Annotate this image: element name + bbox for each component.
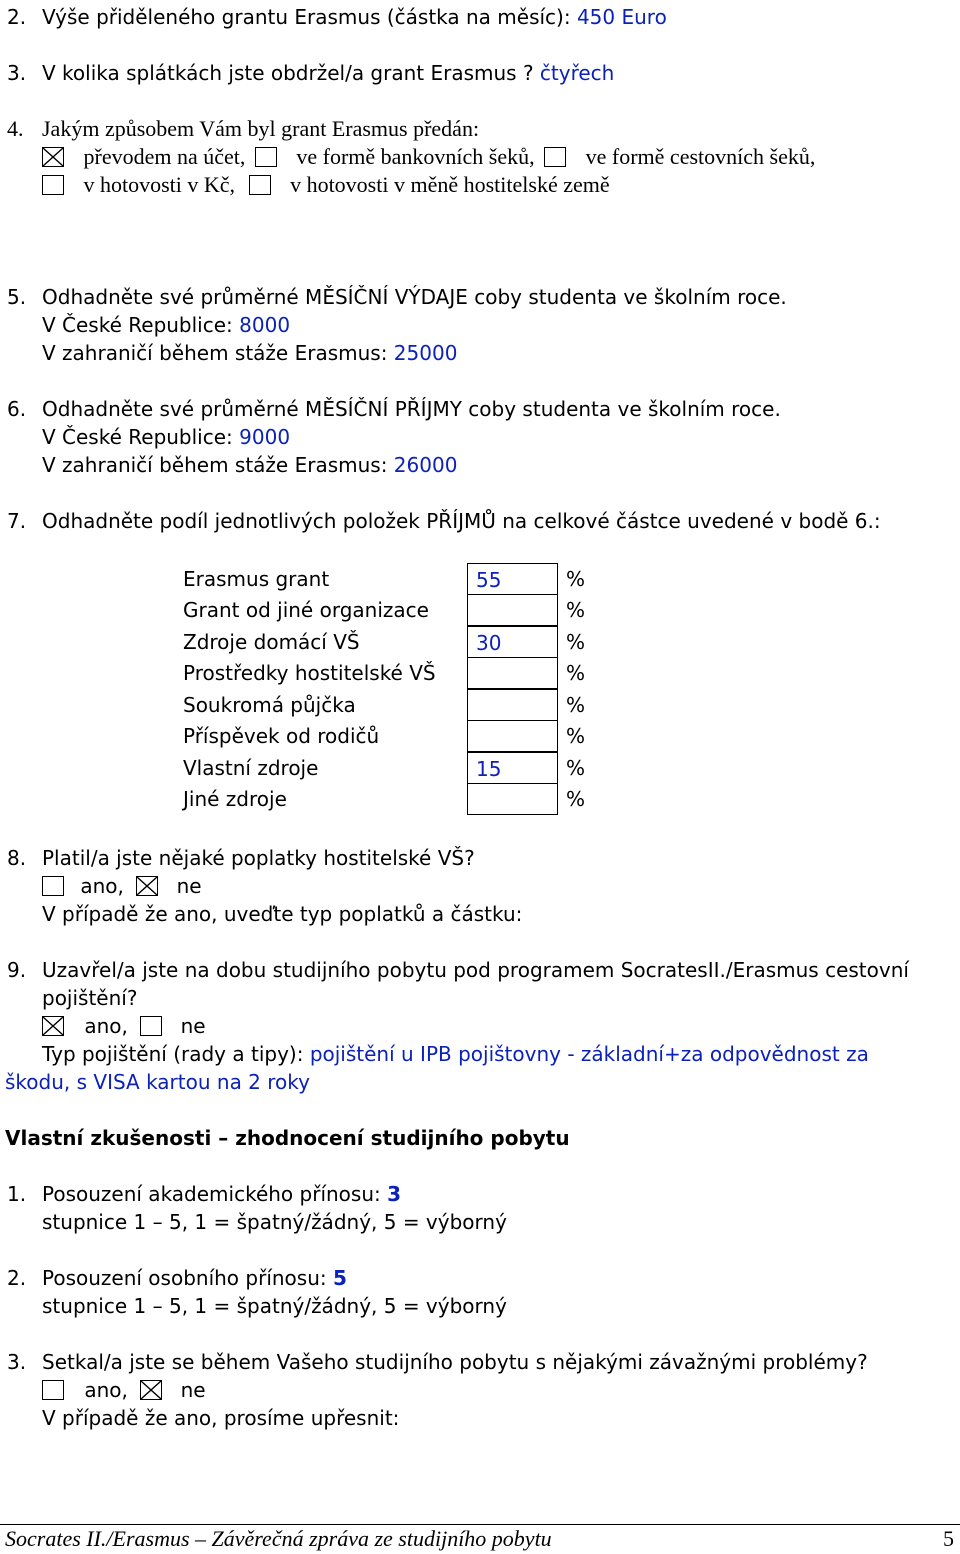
q5-home-label: V České Republice:	[42, 313, 240, 337]
q2-text: Výše přiděleného grantu Erasmus (částka na měsíc):	[42, 5, 577, 29]
s3-no-checkbox[interactable]	[140, 1380, 162, 1400]
q9-answers	[42, 1012, 206, 1040]
row-input[interactable]	[467, 689, 558, 721]
s1-answer: 3	[387, 1182, 402, 1206]
percent-sign: %	[566, 724, 586, 748]
page-number: 5	[943, 1526, 954, 1551]
q8-no-checkbox[interactable]	[136, 876, 158, 896]
q8-text: Platil/a jste nějaké poplatky hostitelské VŠ?	[42, 846, 475, 870]
s3-yes-label: ano,	[84, 1378, 128, 1402]
s2-text: Posouzení osobního přínosu:	[42, 1266, 333, 1290]
percent-sign: %	[566, 598, 586, 622]
q8-yes-checkbox[interactable]	[42, 876, 64, 896]
row-label: Erasmus grant	[183, 567, 330, 591]
q4-text: Jakým způsobem Vám byl grant Erasmus předán:	[42, 116, 480, 141]
q4-option-5-checkbox[interactable]	[249, 175, 271, 195]
row-label: Příspěvek od rodičů	[183, 724, 380, 748]
q4-option-2-label: ve formě bankovních šeků,	[296, 144, 535, 169]
q5-abroad-value: 25000	[393, 341, 458, 365]
q3-text: V kolika splátkách jste obdržel/a grant Erasmus ?	[42, 61, 540, 85]
q9-type-label: Typ pojištění (rady a tipy):	[42, 1042, 310, 1066]
q8-number: 8.	[7, 846, 27, 870]
row-input[interactable]	[467, 783, 558, 815]
checkmark-x-icon	[140, 1380, 162, 1400]
q4-option-1-checkbox[interactable]	[42, 147, 64, 167]
section-title: Vlastní zkušenosti – zhodnocení studijního pobytu	[5, 1126, 570, 1150]
s2-answer: 5	[332, 1266, 347, 1290]
percent-sign: %	[566, 630, 586, 654]
q4-option-3-checkbox[interactable]	[544, 147, 566, 167]
s3-number: 3.	[7, 1350, 27, 1374]
q4-option-1-label: převodem na účet,	[83, 144, 246, 169]
q7-text: Odhadněte podíl jednotlivých položek PŘÍJMŮ na celkové částce uvedené v bodě 6.:	[42, 509, 881, 533]
row-label: Prostředky hostitelské VŠ	[183, 661, 436, 685]
q4-option-2-checkbox[interactable]	[255, 147, 277, 167]
q2-number: 2.	[7, 5, 27, 29]
s1-text: Posouzení akademického přínosu:	[42, 1182, 388, 1206]
q9-number: 9.	[7, 958, 27, 982]
s2-question	[42, 1264, 347, 1292]
row-label: Vlastní zdroje	[183, 756, 319, 780]
row-input[interactable]	[467, 563, 558, 595]
q8-yes-label: ano,	[80, 874, 124, 898]
q6-home-value: 9000	[239, 425, 291, 449]
percent-sign: %	[566, 787, 586, 811]
percent-sign: %	[566, 693, 586, 717]
footer-text: Socrates II./Erasmus – Závěrečná zpráva ze studijního pobytu	[5, 1526, 552, 1551]
q2-question	[42, 3, 667, 31]
s3-followup: V případě že ano, prosíme upřesnit:	[42, 1406, 400, 1430]
q3-answer: čtyřech	[539, 61, 615, 85]
q6-abroad-label: V zahraničí během stáže Erasmus:	[42, 453, 394, 477]
s1-number: 1.	[7, 1182, 27, 1206]
q4-option-3-label: ve formě cestovních šeků,	[585, 144, 816, 169]
q9-yes-label: ano,	[84, 1014, 128, 1038]
row-input[interactable]	[467, 720, 558, 752]
q6-home	[42, 423, 290, 451]
row-label: Zdroje domácí VŠ	[183, 630, 360, 654]
q4-option-4-checkbox[interactable]	[42, 175, 64, 195]
q9-type-answer-line1: pojištění u IPB pojištovny - základní+za odpovědnost za	[309, 1042, 869, 1066]
q9-no-label: ne	[180, 1014, 206, 1038]
q5-abroad	[42, 339, 457, 367]
q3-number: 3.	[7, 61, 27, 85]
q6-abroad	[42, 451, 457, 479]
s1-scale: stupnice 1 – 5, 1 = špatný/žádný, 5 = výborný	[42, 1210, 507, 1234]
s3-no-label: ne	[180, 1378, 206, 1402]
q5-home	[42, 311, 290, 339]
q5-number: 5.	[7, 285, 27, 309]
q6-home-label: V České Republice:	[42, 425, 240, 449]
q9-no-checkbox[interactable]	[140, 1016, 162, 1036]
q2-answer: 450 Euro	[576, 5, 667, 29]
row-input[interactable]	[467, 657, 558, 689]
q6-text: Odhadněte své průměrné MĚSÍČNÍ PŘÍJMY coby studenta ve školním roce.	[42, 397, 781, 421]
q8-no-label: ne	[176, 874, 202, 898]
row-input[interactable]	[467, 626, 558, 658]
row-label: Soukromá půjčka	[183, 693, 356, 717]
q4-option-4-label: v hotovosti v Kč,	[83, 172, 236, 197]
q4-options-row1	[42, 143, 815, 171]
q6-abroad-value: 26000	[393, 453, 458, 477]
checkmark-x-icon	[136, 876, 158, 896]
q8-answers	[42, 872, 202, 900]
s3-yes-checkbox[interactable]	[42, 1380, 64, 1400]
checkmark-x-icon	[42, 147, 64, 167]
row-label: Jiné zdroje	[183, 787, 287, 811]
q9-text-line1: Uzavřel/a jste na dobu studijního pobytu pod programem SocratesII./Erasmus cestovní	[42, 958, 909, 982]
row-input[interactable]	[467, 594, 558, 626]
row-value: 30	[476, 631, 502, 655]
q9-text-line2: pojištění?	[42, 986, 138, 1010]
q9-yes-checkbox[interactable]	[42, 1016, 64, 1036]
s3-text: Setkal/a jste se během Vašeho studijního pobytu s nějakými závažnými problémy?	[42, 1350, 868, 1374]
q6-number: 6.	[7, 397, 27, 421]
s3-answers	[42, 1376, 206, 1404]
s2-scale: stupnice 1 – 5, 1 = špatný/žádný, 5 = výborný	[42, 1294, 507, 1318]
percent-sign: %	[566, 567, 586, 591]
percent-sign: %	[566, 661, 586, 685]
row-value: 15	[476, 757, 502, 781]
q7-number: 7.	[7, 509, 27, 533]
q3-question	[42, 59, 614, 87]
row-input[interactable]	[467, 752, 558, 784]
q5-home-value: 8000	[239, 313, 291, 337]
percent-sign: %	[566, 756, 586, 780]
q8-followup: V případě že ano, uveďte typ poplatků a částku:	[42, 902, 523, 926]
q9-type-answer-line2: škodu, s VISA kartou na 2 roky	[5, 1070, 310, 1094]
row-value: 55	[476, 568, 502, 592]
row-label: Grant od jiné organizace	[183, 598, 429, 622]
q4-option-5-label: v hotovosti v měně hostitelské země	[290, 172, 610, 197]
s1-question	[42, 1180, 401, 1208]
q5-text: Odhadněte své průměrné MĚSÍČNÍ VÝDAJE coby studenta ve školním roce.	[42, 285, 787, 309]
checkmark-x-icon	[42, 1016, 64, 1036]
q4-number: 4.	[7, 116, 24, 141]
q5-abroad-label: V zahraničí během stáže Erasmus:	[42, 341, 394, 365]
s2-number: 2.	[7, 1266, 27, 1290]
q4-options-row2	[42, 171, 610, 199]
q9-type	[42, 1040, 869, 1068]
